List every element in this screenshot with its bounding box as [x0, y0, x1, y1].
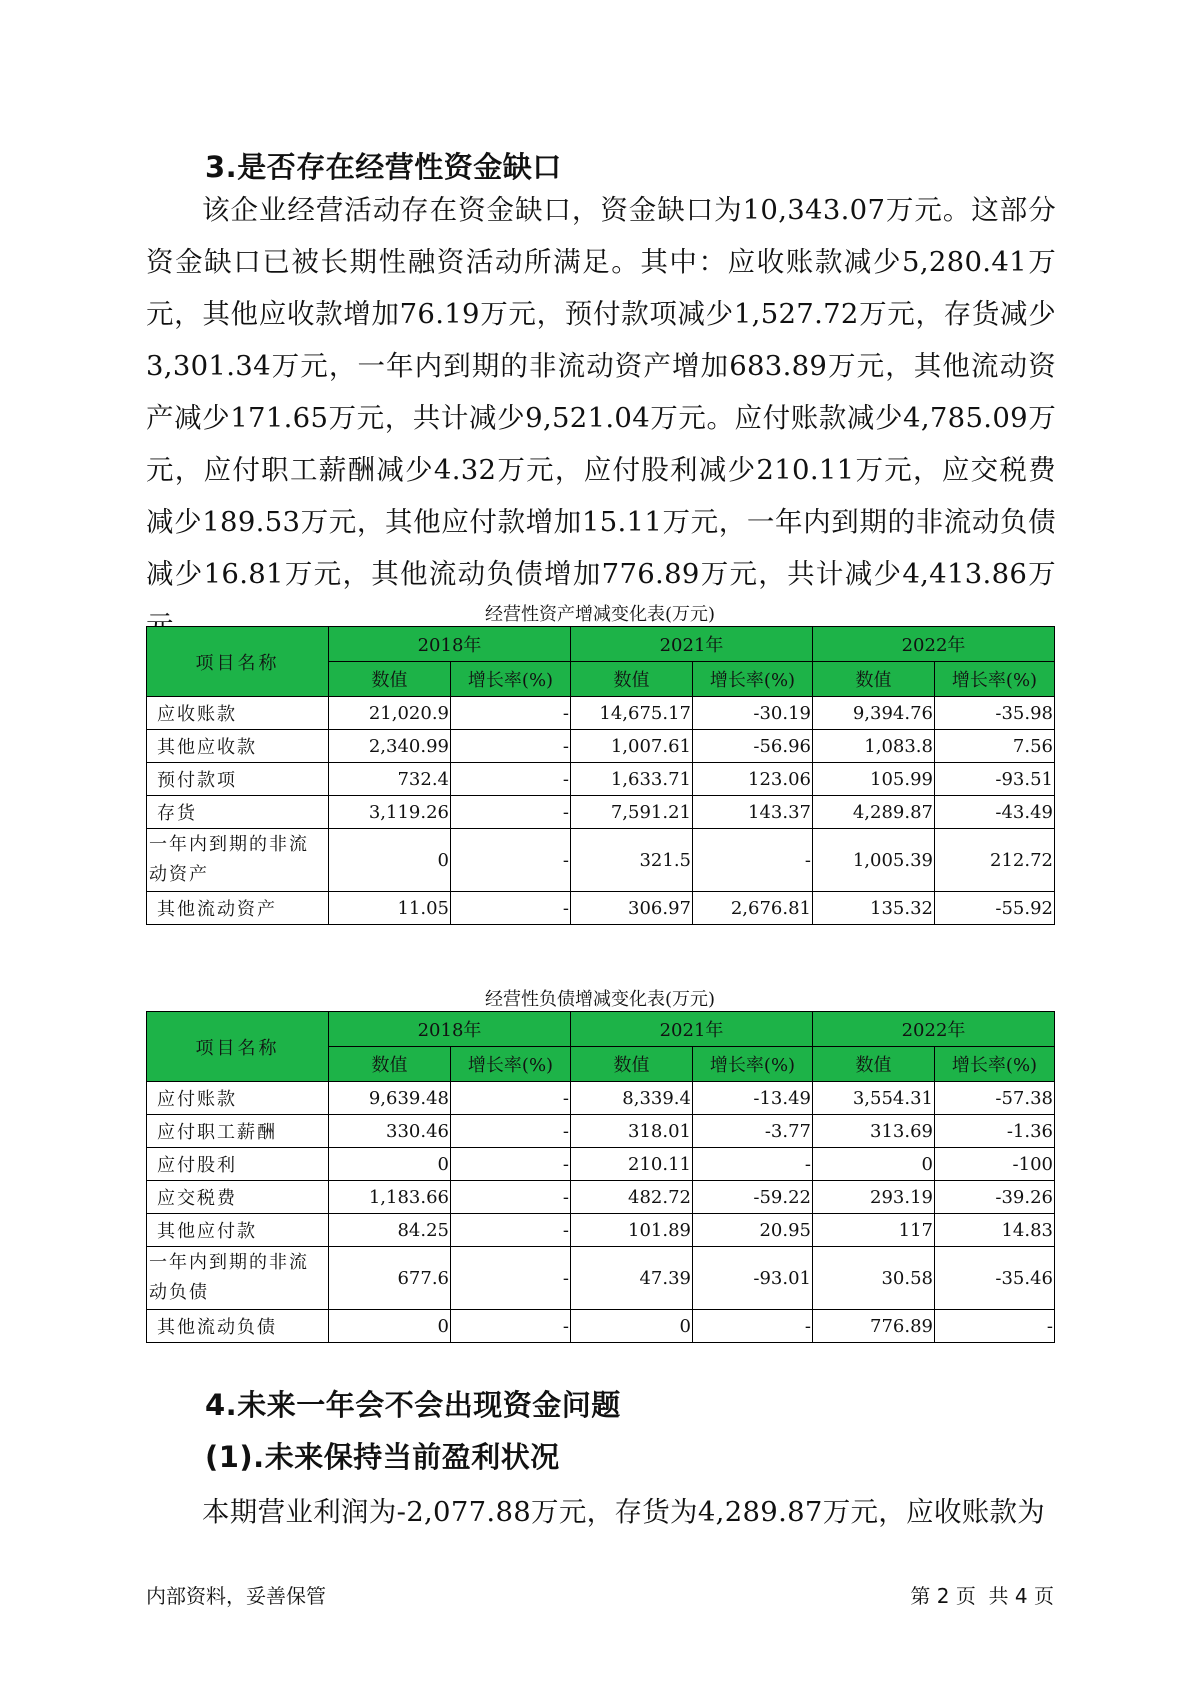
value-cell: 318.01	[571, 1115, 693, 1148]
growth-rate-cell: -1.36	[935, 1115, 1055, 1148]
growth-rate-cell: -	[693, 829, 813, 892]
growth-rate-cell: -	[451, 1214, 571, 1247]
growth-rate-cell: -30.19	[693, 697, 813, 730]
growth-rate-cell: -13.49	[693, 1082, 813, 1115]
value-cell: 11.05	[329, 892, 451, 925]
growth-rate-cell: -	[451, 697, 571, 730]
value-cell: 47.39	[571, 1247, 693, 1310]
growth-rate-cell: -	[451, 829, 571, 892]
growth-rate-cell: -3.77	[693, 1115, 813, 1148]
row-item-name: 应付职工薪酬	[147, 1115, 329, 1148]
growth-subheader: 增长率(%)	[935, 1047, 1055, 1082]
value-cell: 117	[813, 1214, 935, 1247]
section4-subheading: (1).未来保持当前盈利状况	[205, 1440, 560, 1474]
row-item-name: 应付账款	[147, 1082, 329, 1115]
footer-confidential-note: 内部资料，妥善保管	[146, 1584, 326, 1608]
row-item-name: 预付款项	[147, 763, 329, 796]
value-cell: 482.72	[571, 1181, 693, 1214]
value-cell: 0	[329, 1148, 451, 1181]
growth-rate-cell: -39.26	[935, 1181, 1055, 1214]
growth-subheader: 增长率(%)	[693, 662, 813, 697]
value-cell: 30.58	[813, 1247, 935, 1310]
row-item-name: 应付股利	[147, 1148, 329, 1181]
footer-page-number: 第 2 页 共 4 页	[910, 1584, 1054, 1608]
growth-rate-cell: 212.72	[935, 829, 1055, 892]
value-cell: 293.19	[813, 1181, 935, 1214]
table-row	[147, 697, 1055, 730]
growth-rate-cell: 7.56	[935, 730, 1055, 763]
growth-rate-cell: 2,676.81	[693, 892, 813, 925]
value-cell: 776.89	[813, 1310, 935, 1343]
growth-subheader: 增长率(%)	[451, 662, 571, 697]
growth-rate-cell: -93.51	[935, 763, 1055, 796]
value-cell: 1,007.61	[571, 730, 693, 763]
growth-rate-cell: -	[693, 1148, 813, 1181]
growth-rate-cell: -	[693, 1310, 813, 1343]
growth-subheader: 增长率(%)	[451, 1047, 571, 1082]
section4-heading: 4.未来一年会不会出现资金问题	[205, 1388, 621, 1422]
row-item-name: 应收账款	[147, 697, 329, 730]
row-item-name: 其他流动负债	[147, 1310, 329, 1343]
row-item-name: 一年内到期的非流动资产	[147, 829, 329, 892]
assets-table	[146, 626, 1055, 925]
value-cell: 7,591.21	[571, 796, 693, 829]
growth-rate-cell: -	[451, 1247, 571, 1310]
value-cell: 321.5	[571, 829, 693, 892]
growth-rate-cell: -93.01	[693, 1247, 813, 1310]
growth-rate-cell: -	[451, 892, 571, 925]
year-header: 2021年	[571, 1012, 813, 1047]
row-item-name: 其他应付款	[147, 1214, 329, 1247]
value-cell: 3,119.26	[329, 796, 451, 829]
value-cell: 14,675.17	[571, 697, 693, 730]
growth-rate-cell: -59.22	[693, 1181, 813, 1214]
item-name-header: 项目名称	[147, 627, 329, 697]
value-cell: 9,394.76	[813, 697, 935, 730]
growth-rate-cell: -	[451, 1115, 571, 1148]
value-cell: 135.32	[813, 892, 935, 925]
value-cell: 0	[329, 1310, 451, 1343]
growth-rate-cell: -	[451, 1148, 571, 1181]
table-row	[147, 1082, 1055, 1115]
section4-paragraph: 本期营业利润为-2,077.88万元，存货为4,289.87万元，应收账款为	[202, 1496, 1046, 1528]
value-cell: 105.99	[813, 763, 935, 796]
row-item-name: 存货	[147, 796, 329, 829]
section3-paragraph: 该企业经营活动存在资金缺口，资金缺口为10,343.07万元。这部分资金缺口已被长期性融资活动所满足。其中：应收账款减少5,280.41万元，其他应收款增加76.19万元，预付款项减少1,527.72万元，存货减少3,301.34万元，一年内到期的非流动资产增加683.89万元，其他流动资产减少171.65万元，共计减少9,521.04万元。应付账款减少4,785.09万元，应付职工薪酬减少4.32万元，应付股利减少210.11万元，应交税费减少189.53万元，其他应付款增加15.11万元，一年内到期的非流动负债减少16.81万元，其他流动负债增加776.89万元，共计减少4,413.86万	[146, 194, 1056, 590]
table-row	[147, 730, 1055, 763]
year-header: 2022年	[813, 627, 1055, 662]
value-cell: 306.97	[571, 892, 693, 925]
value-cell: 1,083.8	[813, 730, 935, 763]
row-item-name: 其他流动资产	[147, 892, 329, 925]
growth-rate-cell: -57.38	[935, 1082, 1055, 1115]
row-item-name: 一年内到期的非流动负债	[147, 1247, 329, 1310]
value-subheader: 数值	[329, 662, 451, 697]
value-cell: 1,183.66	[329, 1181, 451, 1214]
growth-rate-cell: -	[451, 1082, 571, 1115]
growth-rate-cell: -55.92	[935, 892, 1055, 925]
value-cell: 4,289.87	[813, 796, 935, 829]
value-cell: 732.4	[329, 763, 451, 796]
value-subheader: 数值	[571, 662, 693, 697]
growth-rate-cell: -35.98	[935, 697, 1055, 730]
table-row	[147, 1214, 1055, 1247]
table-row	[147, 1247, 1055, 1310]
growth-rate-cell: 20.95	[693, 1214, 813, 1247]
growth-rate-cell: -	[451, 1181, 571, 1214]
table-row	[147, 763, 1055, 796]
growth-rate-cell: 143.37	[693, 796, 813, 829]
growth-rate-cell: -	[451, 796, 571, 829]
growth-subheader: 增长率(%)	[693, 1047, 813, 1082]
value-cell: 21,020.9	[329, 697, 451, 730]
value-cell: 2,340.99	[329, 730, 451, 763]
table-row	[147, 1181, 1055, 1214]
table-row	[147, 1148, 1055, 1181]
row-item-name: 应交税费	[147, 1181, 329, 1214]
value-subheader: 数值	[813, 1047, 935, 1082]
table-row	[147, 829, 1055, 892]
growth-rate-cell: 123.06	[693, 763, 813, 796]
value-subheader: 数值	[571, 1047, 693, 1082]
growth-rate-cell: -	[451, 1310, 571, 1343]
growth-rate-cell: -	[935, 1310, 1055, 1343]
growth-rate-cell: -100	[935, 1148, 1055, 1181]
table-row	[147, 1115, 1055, 1148]
table-row	[147, 1310, 1055, 1343]
value-cell: 84.25	[329, 1214, 451, 1247]
liabilities-table-caption: 经营性负债增减变化表(万元)	[484, 989, 716, 1010]
value-cell: 9,639.48	[329, 1082, 451, 1115]
value-cell: 0	[329, 829, 451, 892]
growth-rate-cell: -43.49	[935, 796, 1055, 829]
value-cell: 101.89	[571, 1214, 693, 1247]
growth-subheader: 增长率(%)	[935, 662, 1055, 697]
section3-heading: 3.是否存在经营性资金缺口	[205, 150, 562, 184]
table-row	[147, 796, 1055, 829]
growth-rate-cell: -	[451, 730, 571, 763]
growth-rate-cell: 14.83	[935, 1214, 1055, 1247]
assets-table-caption: 经营性资产增减变化表(万元)	[484, 604, 716, 625]
year-header: 2022年	[813, 1012, 1055, 1047]
value-cell: 313.69	[813, 1115, 935, 1148]
value-cell: 1,005.39	[813, 829, 935, 892]
growth-rate-cell: -35.46	[935, 1247, 1055, 1310]
liabilities-table	[146, 1011, 1055, 1343]
year-header: 2018年	[329, 627, 571, 662]
value-cell: 330.46	[329, 1115, 451, 1148]
value-cell: 0	[813, 1148, 935, 1181]
value-subheader: 数值	[329, 1047, 451, 1082]
year-header: 2018年	[329, 1012, 571, 1047]
value-cell: 8,339.4	[571, 1082, 693, 1115]
value-cell: 210.11	[571, 1148, 693, 1181]
value-cell: 0	[571, 1310, 693, 1343]
value-cell: 677.6	[329, 1247, 451, 1310]
growth-rate-cell: -	[451, 763, 571, 796]
value-subheader: 数值	[813, 662, 935, 697]
row-item-name: 其他应收款	[147, 730, 329, 763]
value-cell: 1,633.71	[571, 763, 693, 796]
assets-table-body	[147, 697, 1055, 925]
item-name-header: 项目名称	[147, 1012, 329, 1082]
year-header: 2021年	[571, 627, 813, 662]
table-row	[147, 892, 1055, 925]
value-cell: 3,554.31	[813, 1082, 935, 1115]
growth-rate-cell: -56.96	[693, 730, 813, 763]
liabilities-table-body	[147, 1082, 1055, 1343]
